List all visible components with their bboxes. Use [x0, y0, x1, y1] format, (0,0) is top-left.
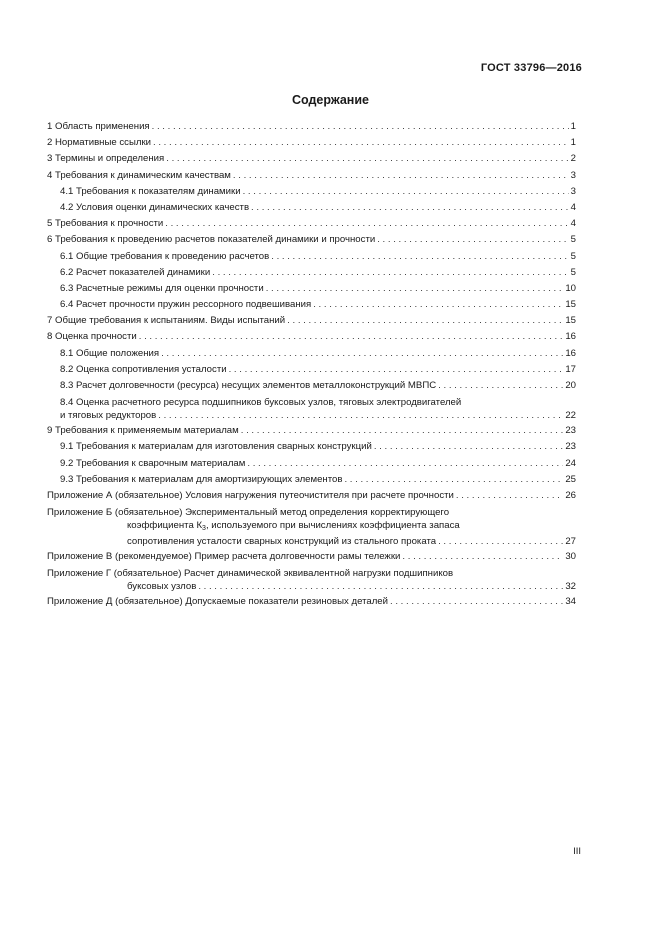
toc-entry-page: 30	[565, 551, 576, 563]
toc-entry-page: 5	[570, 250, 576, 262]
toc-entry-title: 4 Требования к динамическим качествам	[47, 169, 231, 181]
leader-dots	[229, 362, 564, 378]
toc-entry[interactable]	[47, 423, 576, 439]
toc-subentry[interactable]	[47, 456, 576, 472]
toc-entry-title: 8.2 Оценка сопротивления усталости	[60, 363, 227, 375]
leader-dots	[266, 281, 564, 297]
page-number: III	[573, 846, 581, 857]
toc-subentry[interactable]	[47, 362, 576, 378]
toc-subentry[interactable]	[47, 184, 576, 200]
toc-subentry[interactable]	[47, 472, 576, 488]
toc-entry-title: 6.2 Расчет показателей динамики	[60, 266, 211, 278]
toc-entry-page: 23	[565, 441, 576, 453]
toc-entry-page: 16	[565, 347, 576, 359]
toc-entry-title: 7 Общие требования к испытаниям. Виды испытаний	[47, 315, 286, 327]
toc-entry-title-line1: Приложение Б (обязательное) Экспериментальный метод определения корректирующего	[47, 507, 450, 519]
toc-entry-page: 26	[565, 489, 576, 501]
toc-entry-page: 17	[565, 363, 576, 375]
toc-appendix-entry[interactable]	[47, 594, 576, 610]
page-title: Содержание	[291, 93, 369, 107]
toc-entry-page: 2	[570, 153, 576, 165]
toc-entry[interactable]	[47, 168, 576, 184]
leader-dots	[153, 135, 569, 151]
table-of-contents	[47, 119, 576, 611]
toc-entry-title-line2-end: , используемого при вычислениях коэффициента запаса	[205, 520, 460, 532]
toc-entry-title: 4.1 Требования к показателям динамики	[60, 185, 241, 197]
toc-appendix-entry[interactable]	[47, 488, 576, 504]
leader-dots	[456, 488, 563, 504]
toc-appendix-entry[interactable]	[47, 549, 576, 565]
toc-entry[interactable]	[47, 135, 576, 151]
leader-dots	[158, 409, 563, 422]
leader-dots	[233, 168, 569, 184]
toc-entry-title: Приложение В (рекомендуемое) Пример расчета долговечности рамы тележки	[47, 551, 401, 563]
toc-subentry[interactable]	[47, 439, 576, 455]
leader-dots	[287, 313, 563, 329]
toc-entry-title: Приложение Д (обязательное) Допускаемые показатели резиновых деталей	[47, 596, 389, 608]
toc-subentry[interactable]	[47, 200, 576, 216]
leader-dots	[139, 329, 564, 345]
leader-dots	[152, 119, 569, 135]
toc-entry-title: 8 Оценка прочности	[47, 331, 137, 343]
toc-entry-page: 3	[570, 169, 576, 181]
document-code: ГОСТ 33796—2016	[480, 62, 582, 74]
toc-entry-title: 9.2 Требования к сварочным материалам	[60, 457, 246, 469]
toc-subentry[interactable]	[47, 394, 576, 423]
toc-entry-title: 9.3 Требования к материалам для амортизирующих элементов	[60, 473, 343, 485]
toc-entry-title-line2	[47, 519, 576, 535]
leader-dots	[438, 535, 563, 548]
toc-entry-page: 15	[565, 299, 576, 311]
toc-entry[interactable]	[47, 232, 576, 248]
toc-entry-title-line1: Приложение Г (обязательное) Расчет динамической эквивалентной нагрузки подшипников	[47, 568, 454, 580]
toc-appendix-entry[interactable]	[47, 565, 576, 594]
leader-dots	[247, 456, 563, 472]
toc-entry-page: 3	[570, 185, 576, 197]
toc-entry-page: 25	[565, 473, 576, 485]
toc-subentry[interactable]	[47, 297, 576, 313]
leader-dots	[402, 549, 563, 565]
toc-entry-title-line1: 8.4 Оценка расчетного ресурса подшипников буксовых узлов, тяговых электродвигателей	[60, 397, 462, 409]
toc-entry-page: 20	[565, 380, 576, 391]
toc-entry[interactable]	[47, 313, 576, 329]
subscript: 3	[202, 525, 206, 533]
toc-entry-page: 1	[570, 137, 576, 149]
toc-entry-title-line2: буксовых узлов	[127, 581, 197, 593]
toc-subentry[interactable]	[47, 281, 576, 297]
toc-entry-title: 9.1 Требования к материалам для изготовления сварных конструкций	[60, 441, 372, 453]
toc-entry-title: 9 Требования к применяемым материалам	[47, 425, 239, 437]
toc-entry-title: 4.2 Условия оценки динамических качеств	[60, 201, 250, 213]
leader-dots	[198, 580, 563, 593]
toc-subentry[interactable]	[47, 249, 576, 265]
toc-entry-page: 4	[570, 218, 576, 230]
leader-dots	[313, 297, 563, 313]
toc-entry-title: 5 Требования к прочности	[47, 218, 164, 230]
toc-entry-title-line3: сопротивления усталости сварных конструкций из стального проката	[127, 536, 437, 548]
toc-entry[interactable]	[47, 216, 576, 232]
leader-dots	[165, 216, 568, 232]
leader-dots	[166, 151, 568, 167]
toc-entry-title: 8.3 Расчет долговечности (ресурса) несущих элементов металлоконструкций МВПС	[60, 380, 437, 391]
toc-appendix-entry[interactable]	[47, 504, 576, 549]
toc-entry-title: 8.1 Общие положения	[60, 347, 160, 359]
toc-entry-page: 15	[565, 315, 576, 327]
toc-entry-title-line2-start: коэффициента К	[127, 520, 203, 532]
toc-entry-page: 5	[570, 234, 576, 246]
toc-entry[interactable]	[47, 329, 576, 345]
toc-entry-title: Приложение А (обязательное) Условия нагружения путеочистителя при расчете прочности	[47, 489, 454, 501]
toc-entry-title: 1 Область применения	[47, 121, 150, 132]
leader-dots	[438, 378, 563, 394]
toc-entry-page: 5	[570, 266, 576, 278]
toc-entry-page: 27	[565, 536, 576, 548]
toc-entry-page: 22	[565, 410, 576, 422]
leader-dots	[374, 439, 563, 455]
toc-entry[interactable]	[47, 119, 576, 135]
toc-entry-title: 3 Термины и определения	[47, 153, 165, 165]
leader-dots	[212, 265, 568, 281]
toc-entry-page: 4	[570, 201, 576, 213]
toc-entry-page: 24	[565, 457, 576, 469]
toc-entry-page: 32	[565, 581, 576, 593]
toc-entry-title: 6 Требования к проведению расчетов показателей динамики и прочности	[47, 234, 376, 246]
leader-dots	[243, 184, 569, 200]
leader-dots	[161, 346, 563, 362]
toc-entry-title: 6.3 Расчетные режимы для оценки прочности	[60, 282, 264, 294]
leader-dots	[344, 472, 563, 488]
toc-entry-page: 23	[565, 425, 576, 437]
toc-entry[interactable]	[47, 151, 576, 167]
toc-entry-page: 1	[570, 121, 576, 132]
leader-dots	[271, 249, 568, 265]
leader-dots	[377, 232, 568, 248]
toc-entry-page: 16	[565, 331, 576, 343]
toc-entry-title: 6.1 Общие требования к проведению расчетов	[60, 250, 270, 262]
toc-entry-title: 2 Нормативные ссылки	[47, 137, 152, 149]
leader-dots	[241, 423, 564, 439]
leader-dots	[251, 200, 569, 216]
toc-entry-page: 10	[565, 282, 576, 294]
toc-entry-page: 34	[565, 596, 576, 608]
toc-entry-title-line2: и тяговых редукторов	[60, 410, 157, 422]
leader-dots	[390, 594, 563, 610]
toc-entry-title: 6.4 Расчет прочности пружин рессорного подвешивания	[60, 299, 312, 311]
toc-subentry[interactable]	[47, 378, 576, 394]
toc-subentry[interactable]	[47, 346, 576, 362]
toc-subentry[interactable]	[47, 265, 576, 281]
